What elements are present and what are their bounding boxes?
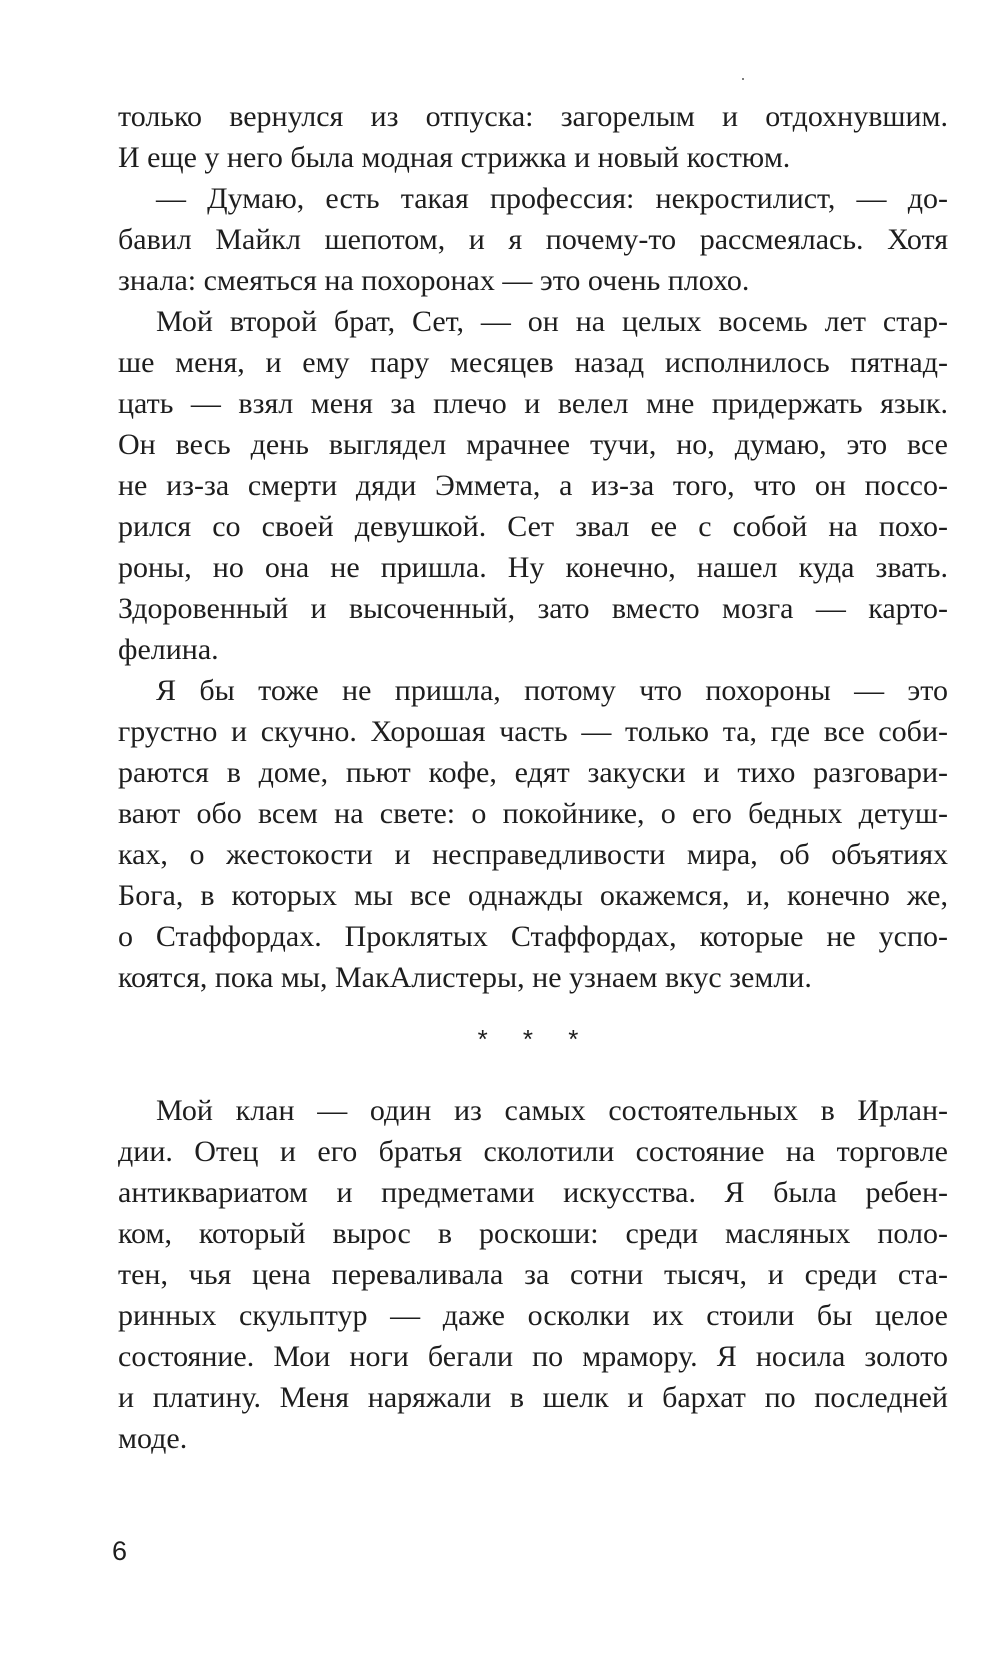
text-line: Он весь день выглядел мрачнее тучи, но, думаю, это все [118,428,948,461]
text-line: моде. [118,1422,188,1455]
text-line: тен, чья цена переваливала за сотни тысяч, и среди ста- [118,1258,948,1291]
text-line: Мой второй брат, Сет, — он на целых восемь лет стар- [156,305,948,338]
text-line: знала: смеяться на похоронах — это очень плохо. [118,264,750,297]
text-line: только вернулся из отпуска: загорелым и отдохнувшим. [118,100,948,133]
text-line: роны, но она не пришла. Ну конечно, нашел куда звать. [118,551,948,584]
text-line: антиквариатом и предметами искусства. Я была ребен- [118,1176,948,1209]
text-line: не из-за смерти дяди Эммета, а из-за того, что он поссо- [118,469,948,502]
text-line: ках, о жестокости и несправедливости мира, об объятиях [118,838,948,871]
text-line: Мой клан — один из самых состоятельных в Ирлан- [156,1094,948,1127]
text-line: вают обо всем на свете: о покойнике, о его бедных детуш- [118,797,948,830]
text-block-bottom [118,1090,948,1459]
text-line: — Думаю, есть такая профессия: некростилист, — до- [156,182,948,215]
text-line: Я бы тоже не пришла, потому что похороны — это [156,674,948,707]
text-line: Бога, в которых мы все однажды окажемся, и, конечно же, [118,879,948,912]
text-line: бавил Майкл шепотом, и я почему-то рассмеялась. Хотя [118,223,948,256]
text-line: Здоровенный и высоченный, зато вместо мозга — карто- [118,592,948,625]
print-speck [742,78,744,80]
text-line: ринных скульптур — даже осколки их стоили бы целое [118,1299,948,1332]
text-line: рился со своей девушкой. Сет звал ее с собой на похо- [118,510,948,543]
text-line: и платину. Меня наряжали в шелк и бархат по последней [118,1381,948,1414]
text-line: ше меня, и ему пару месяцев назад исполнилось пятнад- [118,346,948,379]
text-line: грустно и скучно. Хорошая часть — только та, где все соби- [118,715,948,748]
section-separator: * * * [477,1024,593,1054]
text-line: о Стаффордах. Проклятых Стаффордах, которые не успо- [118,920,948,953]
page-number: 6 [112,1536,128,1566]
text-line: состояние. Мои ноги бегали по мрамору. Я носила золото [118,1340,948,1373]
text-line: фелина. [118,633,219,666]
text-line: раются в доме, пьют кофе, едят закуски и тихо разговари- [118,756,948,789]
text-line: дии. Отец и его братья сколотили состояние на торговле [118,1135,948,1168]
text-line: И еще у него была модная стрижка и новый костюм. [118,141,791,174]
text-line: коятся, пока мы, МакАлистеры, не узнаем вкус земли. [118,961,812,994]
text-line: цать — взял меня за плечо и велел мне придержать язык. [118,387,948,420]
text-line: ком, который вырос в роскоши: среди масляных поло- [118,1217,948,1250]
text-block-top [118,96,948,998]
